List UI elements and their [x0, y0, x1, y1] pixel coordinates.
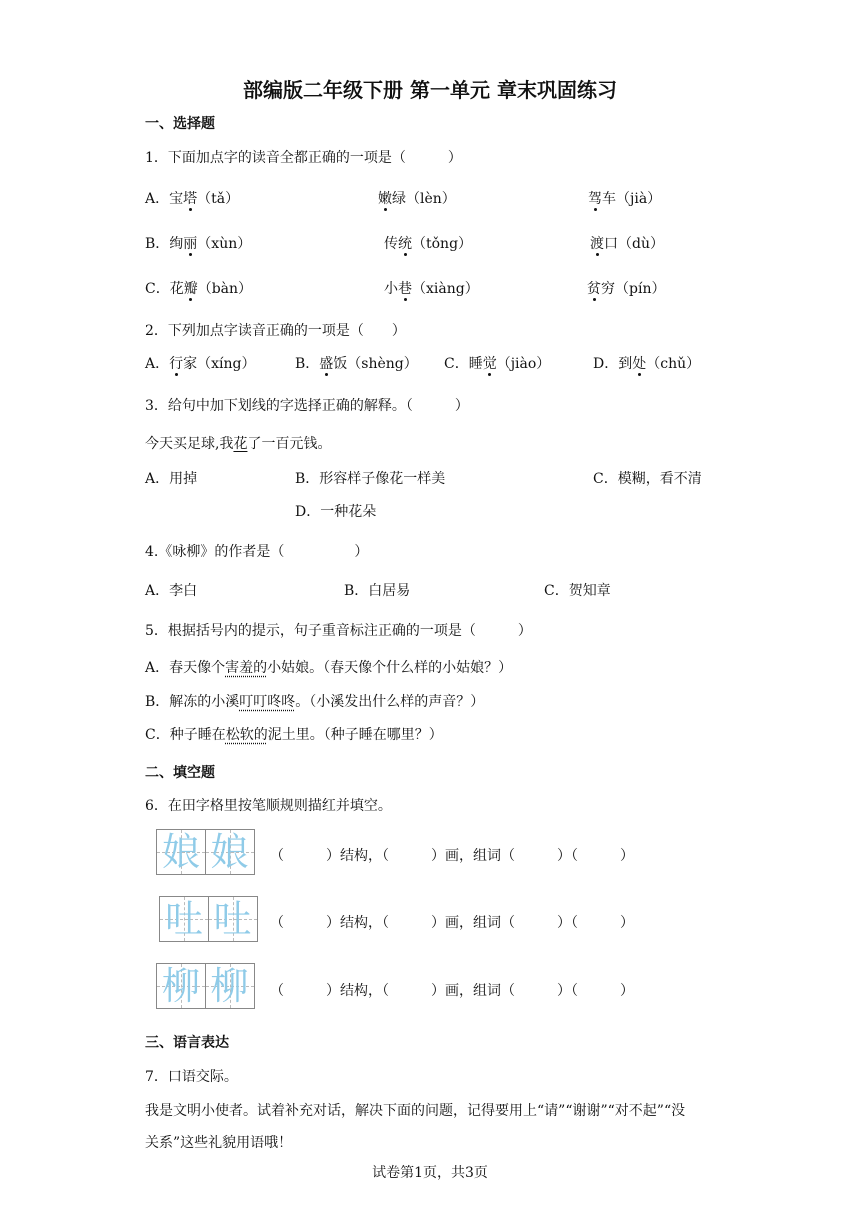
section-heading-expression: 三、语言表达 — [145, 1035, 229, 1051]
q7-instructions-line-2: 关系”这些礼貌用语哦！ — [145, 1135, 293, 1151]
q5-option-c: C．种子睡在松软的泥土里。（种子睡在哪里？） — [145, 727, 443, 743]
q6-blank-line-2[interactable]: （ ）结构，（ ）画，组词（ ）（ ） — [270, 915, 634, 931]
q3-sentence: 今天买足球,我花了一百元钱。 — [145, 436, 332, 452]
trace-char: 娘 — [161, 830, 200, 874]
trace-char: 吐 — [164, 897, 203, 941]
question-4-stem: 4.《咏柳》的作者是（ ） — [145, 544, 369, 560]
q4-option-a: A．李白 — [145, 583, 198, 599]
q6-blank-line-1[interactable]: （ ）结构，（ ）画，组词（ ）（ ） — [270, 848, 634, 864]
q2-option-d: D．到处（chǔ） — [593, 356, 701, 372]
q1-row-c: C．花瓣（bàn） — [145, 281, 253, 297]
q2-option-c: C．睡觉（jiào） — [444, 356, 551, 372]
question-3-stem: 3．给句中加下划线的字选择正确的解释。（ ） — [145, 398, 469, 414]
q5-c-stressed: 松软的 — [225, 727, 268, 743]
question-5-stem: 5．根据括号内的提示，句子重音标注正确的一项是（ ） — [145, 623, 532, 639]
tianzige-liu[interactable] — [156, 963, 253, 1009]
tianzige-cell[interactable] — [156, 829, 206, 875]
tianzige-cell[interactable] — [205, 829, 255, 875]
question-6-stem: 6．在田字格里按笔顺规则描红并填空。 — [145, 798, 392, 814]
q1-row-a: A．宝塔（tǎ） — [145, 191, 240, 207]
tianzige-cell[interactable] — [208, 896, 258, 942]
q7-instructions-line-1: 我是文明小使者。试着补充对话，解决下面的问题，记得要用上“请”“谢谢”“对不起”“没 — [145, 1103, 686, 1119]
q1-row-a-option-2: 嫩绿（lèn） — [378, 191, 456, 207]
q1-row-c-option-3: 贫穷（pín） — [587, 281, 666, 297]
page-title: 部编版二年级下册 第一单元 章末巩固练习 — [243, 78, 617, 102]
q3-option-b: B．形容样子像花一样美 — [295, 471, 446, 487]
q5-option-a: A．春天像个害羞的小姑娘。（春天像个什么样的小姑娘？） — [145, 660, 513, 676]
q1-row-b-option-3: 渡口（dù） — [590, 236, 664, 252]
q3-option-d: D．一种花朵 — [295, 504, 377, 520]
page-footer: 试卷第1页，共3页 — [372, 1165, 488, 1181]
q5-a-stressed: 害羞的 — [225, 660, 268, 676]
section-heading-fill: 二、填空题 — [145, 765, 215, 781]
question-7-stem: 7．口语交际。 — [145, 1069, 238, 1085]
trace-char: 娘 — [210, 830, 249, 874]
tianzige-cell[interactable] — [156, 963, 206, 1009]
trace-char: 吐 — [213, 897, 252, 941]
tianzige-cell[interactable] — [159, 896, 209, 942]
q1-row-a-option-3: 驾车（jià） — [588, 191, 662, 207]
q3-option-a: A．用掉 — [145, 471, 198, 487]
q1-row-c-option-2: 小巷（xiàng） — [384, 281, 479, 297]
q5-b-stressed: 叮叮咚咚 — [239, 694, 296, 710]
tianzige-tu[interactable] — [159, 896, 256, 942]
question-2-stem: 2．下列加点字读音正确的一项是（ ） — [145, 323, 406, 339]
q2-option-b: B．盛饭（shèng） — [295, 356, 418, 372]
q4-option-c: C．贺知章 — [544, 583, 611, 599]
q2-option-a: A．行家（xíng） — [145, 356, 256, 372]
q1-row-b: B．绚丽（xùn） — [145, 236, 252, 252]
q3-option-c: C．模糊，看不清 — [593, 471, 702, 487]
q5-option-b: B．解冻的小溪叮叮咚咚。（小溪发出什么样的声音？） — [145, 694, 485, 710]
question-1-stem: 1．下面加点字的读音全都正确的一项是（ ） — [145, 150, 462, 166]
tianzige-niang[interactable] — [156, 829, 253, 875]
section-heading-choice: 一、选择题 — [145, 116, 215, 132]
tianzige-cell[interactable] — [205, 963, 255, 1009]
trace-char: 柳 — [161, 964, 200, 1008]
trace-char: 柳 — [210, 964, 249, 1008]
q4-option-b: B．白居易 — [344, 583, 411, 599]
q1-row-b-option-2: 传统（tǒng） — [384, 236, 473, 252]
q6-blank-line-3[interactable]: （ ）结构，（ ）画，组词（ ）（ ） — [270, 983, 634, 999]
